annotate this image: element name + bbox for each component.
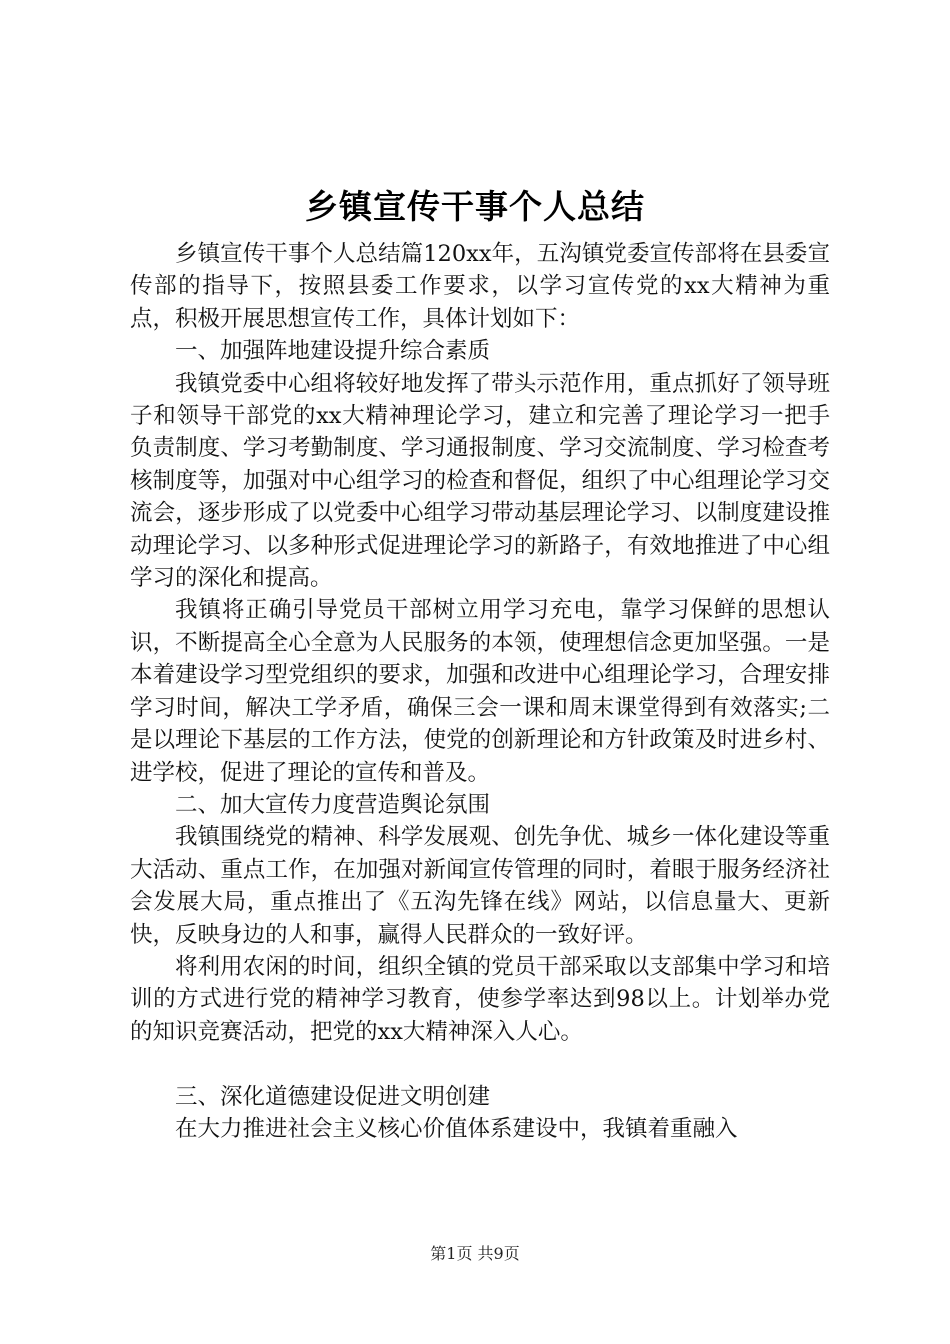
body-paragraph: 我镇党委中心组将较好地发挥了带头示范作用，重点抓好了领导班子和领导干部党的xx大精神理论学习，建立和完善了理论学习一把手负责制度、学习考勤制度、学习通报制度、学习交流制度、学习检查考核制度等，加强对中心组学习的检查和督促，组织了中心组理论学习交流会，逐步形成了以党委中心组学习带动基层理论学习、以制度建设推动理论学习、以多种形式促进理论学习的新路子，有效地推进了中心组学习的深化和提高。 bbox=[130, 370, 830, 592]
body-paragraph: 在大力推进社会主义核心价值体系建设中，我镇着重融入 bbox=[175, 1115, 738, 1142]
intro-paragraph: 乡镇宣传干事个人总结篇120xx年，五沟镇党委宣传部将在县委宣传部的指导下，按照县委工作要求，以学习宣传党的xx大精神为重点，积极开展思想宣传工作，具体计划如下： bbox=[130, 241, 830, 332]
section-heading-1: 一、加强阵地建设提升综合素质 bbox=[175, 338, 491, 365]
document-body bbox=[130, 238, 830, 1145]
section-heading-2: 二、加大宣传力度营造舆论氛围 bbox=[175, 791, 491, 818]
body-paragraph: 我镇将正确引导党员干部树立用学习充电，靠学习保鲜的思想认识，不断提高全心全意为人民服务的本领，使理想信念更加坚强。一是本着建设学习型党组织的要求，加强和改进中心组理论学习，合理安排学习时间，解决工学矛盾，确保三会一课和周末课堂得到有效落实;二是以理论下基层的工作方法，使党的创新理论和方针政策及时进乡村、进学校，促进了理论的宣传和普及。 bbox=[130, 597, 830, 786]
body-paragraph: 将利用农闲的时间，组织全镇的党员干部采取以支部集中学习和培训的方式进行党的精神学习教育，使参学率达到98以上。计划举办党的知识竞赛活动，把党的xx大精神深入人心。 bbox=[130, 953, 830, 1045]
body-paragraph: 我镇围绕党的精神、科学发展观、创先争优、城乡一体化建设等重大活动、重点工作，在加强对新闻宣传管理的同时，着眼于服务经济社会发展大局，重点推出了《五沟先锋在线》网站，以信息量大、更新快，反映身边的人和事，赢得人民群众的一致好评。 bbox=[130, 824, 830, 948]
document-title: 乡镇宣传干事个人总结 bbox=[305, 187, 645, 226]
page-indicator: 第1页 共9页 bbox=[430, 1244, 520, 1263]
section-heading-3: 三、深化道德建设促进文明创建 bbox=[175, 1083, 491, 1110]
